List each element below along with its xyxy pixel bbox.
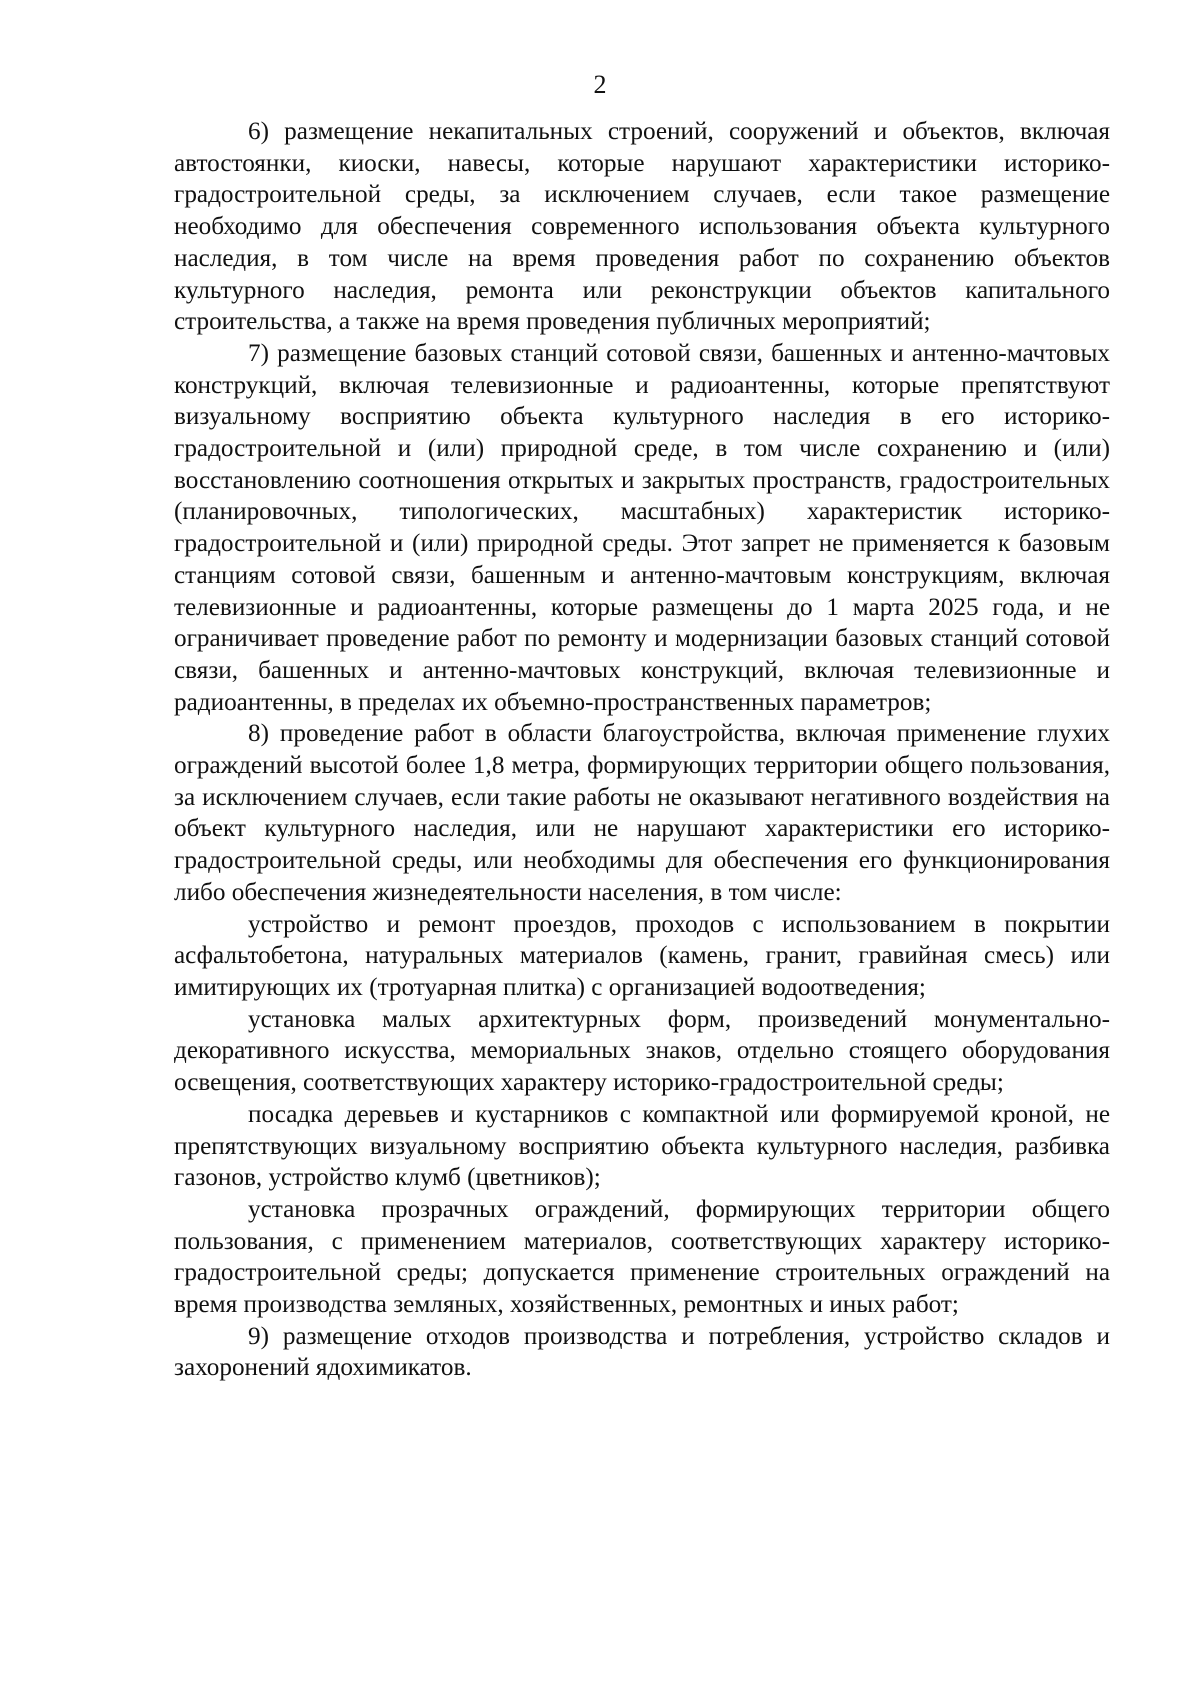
paragraph-item-6: 6) размещение некапитальных строений, сооружений и объектов, включая автостоянки, киоски, навесы, которые нарушают характеристики историко-градостроительной среды, за исключением случаев, если такое размещение необходимо для обеспечения современного использования объекта культурного наследия, в том числе на время проведения работ по сохранению объектов культурного наследия, ремонта или реконструкции объектов капитального строительства, а также на время проведения публичных мероприятий; — [174, 118, 1110, 336]
document-body — [174, 116, 1110, 1384]
paragraph-subitem-roads: устройство и ремонт проездов, проходов с использованием в покрытии асфальтобетона, натуральных материалов (камень, гранит, гравийная смесь) или имитирующих их (тротуарная плитка) с организацией водоотведения; — [174, 910, 1110, 1001]
page-number: 2 — [593, 70, 607, 99]
paragraph-item-8: 8) проведение работ в области благоустройства, включая применение глухих ограждений высотой более 1,8 метра, формирующих территории общего пользования, за исключением случаев, если такие работы не оказывают негативного воздействия на объект культурного наследия, или не нарушают характеристики его историко-градостроительной среды, или необходимы для обеспечения его функционирования либо обеспечения жизнедеятельности населения, в том числе: — [174, 720, 1110, 906]
paragraph-subitem-fences: установка прозрачных ограждений, формирующих территории общего пользования, с применением материалов, соответствующих характеру историко-градостроительной среды; допускается применение строительных ограждений на время производства земляных, хозяйственных, ремонтных и иных работ; — [174, 1195, 1110, 1319]
paragraph-subitem-small-forms: установка малых архитектурных форм, произведений монументально-декоративного искусства, мемориальных знаков, отдельно стоящего оборудования освещения, соответствующих характеру историко-градостроительной среды; — [174, 1005, 1110, 1097]
paragraph-item-7: 7) размещение базовых станций сотовой связи, башенных и антенно-мачтовых конструкций, включая телевизионные и радиоантенны, которые препятствуют визуальному восприятию объекта культурного наследия в его историко-градостроительной и (или) природной среде, в том числе сохранению и (или) восстановлению соотношения открытых и закрытых пространств, градостроительных (планировочных, типологических, масштабных) характеристик историко-градостроительной и (или) природной среды. Этот запрет не применяется к базовым станциям сотовой связи, башенным и антенно-мачтовым конструкциям, включая телевизионные и радиоантенны, которые размещены до 1 марта 2025 года, и не ограничивает проведение работ по ремонту и модернизации базовых станций сотовой связи, башенных и антенно-мачтовых конструкций, включая телевизионные и радиоантенны, в пределах их объемно-пространственных параметров; — [174, 339, 1110, 716]
paragraph-subitem-planting: посадка деревьев и кустарников с компактной или формируемой кроной, не препятствующих визуальному восприятию объекта культурного наследия, разбивка газонов, устройство клумб (цветников); — [174, 1100, 1110, 1192]
paragraph-item-9: 9) размещение отходов производства и потребления, устройство складов и захоронений ядохимикатов. — [174, 1322, 1110, 1382]
